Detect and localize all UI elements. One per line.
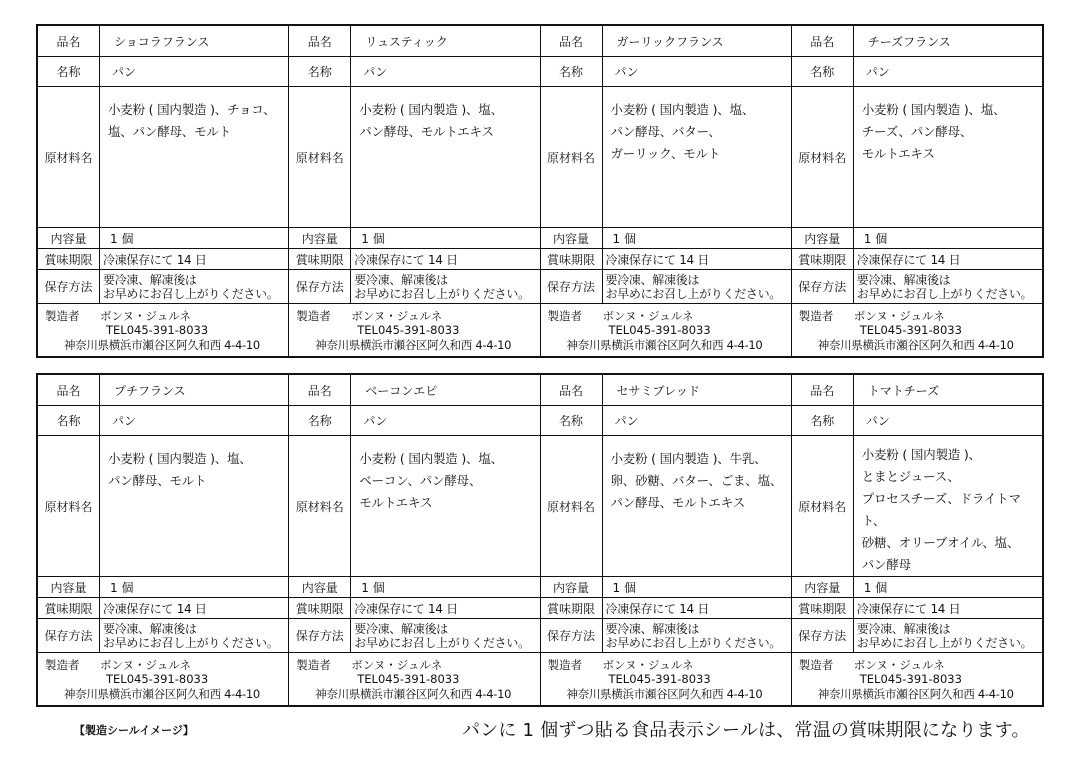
food-label bbox=[289, 26, 540, 356]
expiry-key: 賞味期限 bbox=[792, 598, 854, 618]
storage-key: 保存方法 bbox=[289, 619, 351, 652]
expiry-key: 賞味期限 bbox=[289, 249, 351, 269]
maker-key: 製造者 bbox=[798, 658, 834, 672]
food-label bbox=[541, 26, 792, 356]
ingredients-key: 原材料名 bbox=[792, 87, 854, 227]
expiry-key: 賞味期限 bbox=[38, 598, 100, 618]
product-type: パン bbox=[865, 414, 890, 428]
quantity-key: 内容量 bbox=[541, 228, 603, 248]
expiry: 冷凍保存にて 14 日 bbox=[354, 601, 458, 616]
storage: 要冷凍、解凍後は お早めにお召し上がりください。 bbox=[103, 621, 279, 650]
maker-address: 神奈川県横浜市瀬谷区阿久和西 4-4-10 bbox=[64, 338, 260, 352]
product-name-key: 品名 bbox=[541, 375, 603, 405]
maker-block bbox=[541, 653, 791, 705]
maker-block bbox=[792, 304, 1042, 356]
maker-address: 神奈川県横浜市瀬谷区阿久和西 4-4-10 bbox=[64, 687, 260, 701]
ingredients-key: 原材料名 bbox=[289, 87, 351, 227]
product-type: パン bbox=[112, 65, 137, 79]
storage: 要冷凍、解凍後は お早めにお召し上がりください。 bbox=[605, 272, 782, 301]
maker-address: 神奈川県横浜市瀬谷区阿久和西 4-4-10 bbox=[566, 687, 763, 701]
product-type: パン bbox=[112, 414, 137, 428]
product-type: パン bbox=[363, 414, 388, 428]
maker-tel: TEL045-391-8033 bbox=[357, 672, 460, 686]
quantity: 1 個 bbox=[110, 580, 134, 595]
footer-notice: パンに 1 個ずつ貼る食品表示シールは、常温の賞味期限になります。 bbox=[462, 720, 1030, 741]
product-name-key: 品名 bbox=[792, 26, 854, 56]
quantity-key: 内容量 bbox=[792, 577, 854, 597]
storage-key: 保存方法 bbox=[792, 619, 854, 652]
maker-name: ボンヌ・ジュルネ bbox=[853, 309, 945, 323]
food-label bbox=[38, 26, 289, 356]
maker-address: 神奈川県横浜市瀬谷区阿久和西 4-4-10 bbox=[566, 338, 763, 352]
maker-name: ボンヌ・ジュルネ bbox=[100, 309, 191, 323]
maker-name: ボンヌ・ジュルネ bbox=[853, 658, 945, 672]
sticker-image-note: 【製造シールイメージ】 bbox=[74, 724, 194, 737]
product-name: リュスティック bbox=[365, 34, 448, 49]
expiry: 冷凍保存にて 14 日 bbox=[856, 252, 961, 267]
ingredients-key: 原材料名 bbox=[792, 436, 854, 576]
product-name-key: 品名 bbox=[289, 375, 351, 405]
maker-tel: TEL045-391-8033 bbox=[859, 323, 962, 337]
type-key: 名称 bbox=[541, 57, 603, 86]
product-name-key: 品名 bbox=[38, 375, 100, 405]
storage: 要冷凍、解凍後は お早めにお召し上がりください。 bbox=[354, 621, 530, 650]
maker-block bbox=[289, 304, 539, 356]
ingredients: 小麦粉 ( 国内製造 )、 とまとジュース、 プロセスチーズ、ドライトマト、 砂糖、オリーブオイル、塩、 パン酵母 bbox=[861, 447, 1021, 572]
ingredients: 小麦粉 ( 国内製造 )、牛乳、 卵、砂糖、バター、ごま、塩、 パン酵母、モルトエキス bbox=[610, 451, 783, 510]
quantity: 1 個 bbox=[612, 231, 636, 246]
storage: 要冷凍、解凍後は お早めにお召し上がりください。 bbox=[354, 272, 530, 301]
type-key: 名称 bbox=[38, 57, 100, 86]
maker-address: 神奈川県横浜市瀬谷区阿久和西 4-4-10 bbox=[817, 687, 1014, 701]
storage: 要冷凍、解凍後は お早めにお召し上がりください。 bbox=[856, 272, 1033, 301]
maker-address: 神奈川県横浜市瀬谷区阿久和西 4-4-10 bbox=[817, 338, 1014, 352]
product-name: ベーコンエピ bbox=[365, 383, 438, 398]
product-type: パン bbox=[363, 65, 388, 79]
maker-block bbox=[541, 304, 791, 356]
expiry: 冷凍保存にて 14 日 bbox=[354, 252, 458, 267]
storage: 要冷凍、解凍後は お早めにお召し上がりください。 bbox=[856, 621, 1033, 650]
maker-name: ボンヌ・ジュルネ bbox=[351, 658, 443, 672]
product-name-key: 品名 bbox=[792, 375, 854, 405]
quantity: 1 個 bbox=[110, 231, 134, 246]
food-label bbox=[541, 375, 792, 705]
type-key: 名称 bbox=[792, 57, 854, 86]
maker-key: 製造者 bbox=[45, 309, 80, 323]
food-label bbox=[38, 375, 289, 705]
maker-tel: TEL045-391-8033 bbox=[106, 323, 209, 337]
maker-tel: TEL045-391-8033 bbox=[357, 323, 460, 337]
maker-tel: TEL045-391-8033 bbox=[608, 672, 711, 686]
ingredients: 小麦粉 ( 国内製造 )、塩、 パン酵母、モルトエキス bbox=[359, 102, 503, 139]
ingredients-key: 原材料名 bbox=[541, 436, 603, 576]
maker-block bbox=[38, 653, 288, 705]
type-key: 名称 bbox=[289, 406, 351, 435]
ingredients: 小麦粉 ( 国内製造 )、塩、 パン酵母、バター、 ガーリック、モルト bbox=[610, 102, 755, 161]
product-name: ガーリックフランス bbox=[616, 34, 724, 49]
quantity: 1 個 bbox=[361, 580, 385, 595]
label-sheet-row-1 bbox=[36, 24, 1044, 358]
storage-key: 保存方法 bbox=[541, 270, 603, 303]
product-name: ショコラフランス bbox=[114, 34, 210, 49]
product-name-key: 品名 bbox=[541, 26, 603, 56]
quantity-key: 内容量 bbox=[792, 228, 854, 248]
storage-key: 保存方法 bbox=[792, 270, 854, 303]
quantity-key: 内容量 bbox=[38, 577, 100, 597]
type-key: 名称 bbox=[289, 57, 351, 86]
expiry: 冷凍保存にて 14 日 bbox=[103, 252, 207, 267]
type-key: 名称 bbox=[541, 406, 603, 435]
quantity: 1 個 bbox=[863, 231, 888, 246]
storage-key: 保存方法 bbox=[38, 270, 100, 303]
product-name-key: 品名 bbox=[289, 26, 351, 56]
maker-address: 神奈川県横浜市瀬谷区阿久和西 4-4-10 bbox=[315, 687, 512, 701]
maker-key: 製造者 bbox=[296, 309, 331, 323]
expiry: 冷凍保存にて 14 日 bbox=[103, 601, 207, 616]
product-name: トマトチーズ bbox=[867, 383, 940, 398]
expiry: 冷凍保存にて 14 日 bbox=[856, 601, 961, 616]
storage: 要冷凍、解凍後は お早めにお召し上がりください。 bbox=[605, 621, 782, 650]
expiry-key: 賞味期限 bbox=[792, 249, 854, 269]
maker-name: ボンヌ・ジュルネ bbox=[351, 309, 443, 323]
storage-key: 保存方法 bbox=[289, 270, 351, 303]
ingredients: 小麦粉 ( 国内製造 )、塩、 チーズ、パン酵母、 モルトエキス bbox=[861, 102, 1006, 161]
product-name: セサミブレッド bbox=[616, 383, 700, 398]
ingredients-key: 原材料名 bbox=[289, 436, 351, 576]
type-key: 名称 bbox=[38, 406, 100, 435]
ingredients: 小麦粉 ( 国内製造 )、塩、 パン酵母、モルト bbox=[108, 451, 252, 488]
expiry-key: 賞味期限 bbox=[289, 598, 351, 618]
label-sheet-row-2 bbox=[36, 373, 1044, 707]
product-name: プチフランス bbox=[114, 383, 186, 398]
maker-key: 製造者 bbox=[547, 658, 582, 672]
maker-name: ボンヌ・ジュルネ bbox=[602, 309, 694, 323]
product-type: パン bbox=[865, 65, 890, 79]
expiry: 冷凍保存にて 14 日 bbox=[605, 252, 710, 267]
quantity-key: 内容量 bbox=[38, 228, 100, 248]
product-type: パン bbox=[614, 414, 639, 428]
product-name: チーズフランス bbox=[867, 34, 951, 49]
maker-name: ボンヌ・ジュルネ bbox=[602, 658, 694, 672]
quantity: 1 個 bbox=[612, 580, 636, 595]
quantity-key: 内容量 bbox=[541, 577, 603, 597]
quantity-key: 内容量 bbox=[289, 228, 351, 248]
food-label bbox=[289, 375, 540, 705]
product-type: パン bbox=[614, 65, 639, 79]
expiry-key: 賞味期限 bbox=[38, 249, 100, 269]
ingredients: 小麦粉 ( 国内製造 )、チョコ、 塩、パン酵母、モルト bbox=[108, 102, 276, 139]
quantity-key: 内容量 bbox=[289, 577, 351, 597]
maker-key: 製造者 bbox=[296, 658, 331, 672]
quantity: 1 個 bbox=[361, 231, 385, 246]
food-label bbox=[792, 26, 1042, 356]
ingredients-key: 原材料名 bbox=[38, 87, 100, 227]
maker-block bbox=[289, 653, 539, 705]
ingredients: 小麦粉 ( 国内製造 )、塩、 ベーコン、パン酵母、 モルトエキス bbox=[359, 451, 503, 510]
maker-block bbox=[38, 304, 288, 356]
maker-tel: TEL045-391-8033 bbox=[106, 672, 209, 686]
maker-tel: TEL045-391-8033 bbox=[859, 672, 962, 686]
product-name-key: 品名 bbox=[38, 26, 100, 56]
maker-block bbox=[792, 653, 1042, 705]
type-key: 名称 bbox=[792, 406, 854, 435]
storage-key: 保存方法 bbox=[541, 619, 603, 652]
expiry: 冷凍保存にて 14 日 bbox=[605, 601, 710, 616]
storage: 要冷凍、解凍後は お早めにお召し上がりください。 bbox=[103, 272, 279, 301]
maker-key: 製造者 bbox=[798, 309, 834, 323]
maker-tel: TEL045-391-8033 bbox=[608, 323, 711, 337]
maker-address: 神奈川県横浜市瀬谷区阿久和西 4-4-10 bbox=[315, 338, 512, 352]
quantity: 1 個 bbox=[863, 580, 888, 595]
ingredients-key: 原材料名 bbox=[38, 436, 100, 576]
maker-key: 製造者 bbox=[45, 658, 80, 672]
ingredients-key: 原材料名 bbox=[541, 87, 603, 227]
maker-key: 製造者 bbox=[547, 309, 582, 323]
food-label bbox=[792, 375, 1042, 705]
expiry-key: 賞味期限 bbox=[541, 249, 603, 269]
storage-key: 保存方法 bbox=[38, 619, 100, 652]
maker-name: ボンヌ・ジュルネ bbox=[100, 658, 191, 672]
expiry-key: 賞味期限 bbox=[541, 598, 603, 618]
